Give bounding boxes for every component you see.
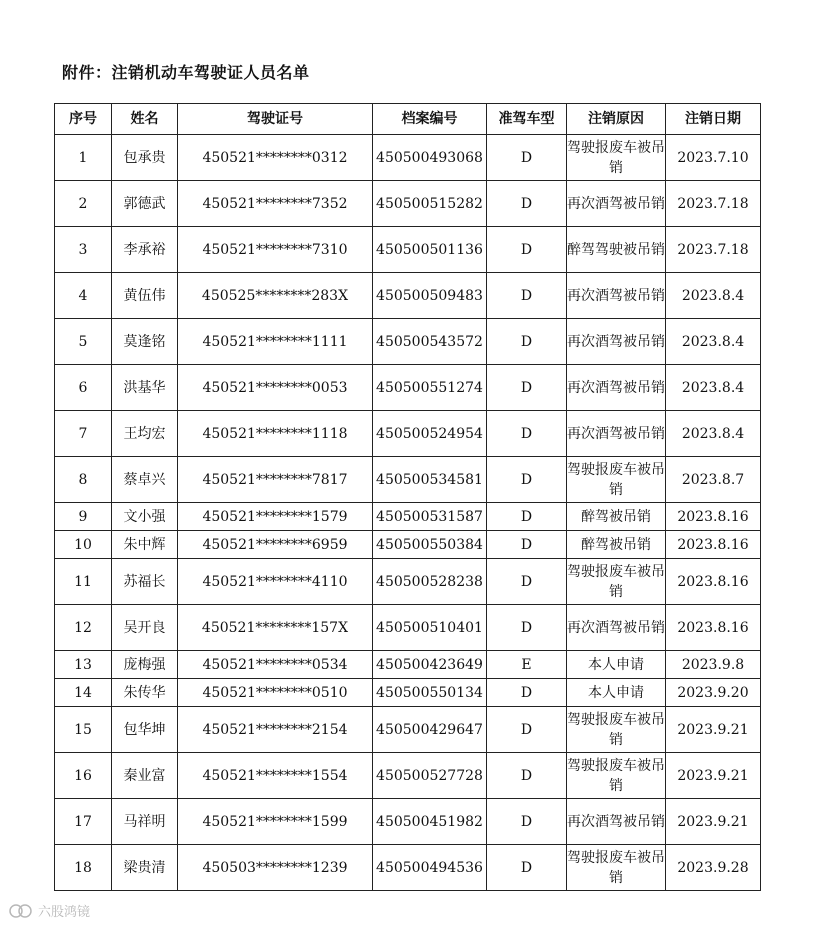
cell-class: D — [487, 227, 567, 273]
cell-license: 450521********4110 — [178, 559, 373, 605]
cell-reason: 再次酒驾被吊销 — [567, 365, 666, 411]
cell-class: D — [487, 181, 567, 227]
cell-no: 10 — [55, 531, 112, 559]
cell-license: 450521********1579 — [178, 503, 373, 531]
cell-reason: 本人申请 — [567, 651, 666, 679]
cell-file: 450500551274 — [373, 365, 487, 411]
cell-date: 2023.9.8 — [666, 651, 761, 679]
cell-name: 马祥明 — [112, 799, 178, 845]
cell-file: 450500528238 — [373, 559, 487, 605]
cell-file: 450500515282 — [373, 181, 487, 227]
cell-license: 450521********1554 — [178, 753, 373, 799]
cell-no: 14 — [55, 679, 112, 707]
cell-date: 2023.9.21 — [666, 707, 761, 753]
cell-name: 黄伍伟 — [112, 273, 178, 319]
header-class: 准驾车型 — [487, 104, 567, 135]
cell-file: 450500550134 — [373, 679, 487, 707]
header-no: 序号 — [55, 104, 112, 135]
cell-file: 450500451982 — [373, 799, 487, 845]
table-header-row — [55, 104, 761, 135]
cell-date: 2023.9.21 — [666, 799, 761, 845]
watermark-text: 六股鸿镜 — [38, 905, 91, 920]
cell-no: 2 — [55, 181, 112, 227]
cell-reason: 本人申请 — [567, 679, 666, 707]
cell-no: 17 — [55, 799, 112, 845]
cell-date: 2023.7.18 — [666, 227, 761, 273]
cell-class: D — [487, 273, 567, 319]
cell-date: 2023.7.10 — [666, 135, 761, 181]
cell-date: 2023.9.20 — [666, 679, 761, 707]
cell-class: D — [487, 799, 567, 845]
cell-license: 450521********1118 — [178, 411, 373, 457]
cell-name: 蔡卓兴 — [112, 457, 178, 503]
table-row — [55, 605, 761, 651]
header-reason: 注销原因 — [567, 104, 666, 135]
cell-file: 450500543572 — [373, 319, 487, 365]
cell-reason: 驾驶报废车被吊销 — [567, 559, 666, 605]
watermark — [8, 901, 90, 920]
cell-date: 2023.8.16 — [666, 531, 761, 559]
cell-no: 6 — [55, 365, 112, 411]
cell-class: D — [487, 605, 567, 651]
cell-license: 450521********6959 — [178, 531, 373, 559]
table-row — [55, 135, 761, 181]
cell-file: 450500509483 — [373, 273, 487, 319]
cell-class: D — [487, 753, 567, 799]
cell-reason: 驾驶报废车被吊销 — [567, 135, 666, 181]
cell-name: 莫逢铭 — [112, 319, 178, 365]
cell-license: 450503********1239 — [178, 845, 373, 891]
table-body — [55, 135, 761, 891]
cell-file: 450500423649 — [373, 651, 487, 679]
cell-reason: 驾驶报废车被吊销 — [567, 753, 666, 799]
brand-logo-icon — [8, 903, 34, 919]
cell-reason: 再次酒驾被吊销 — [567, 273, 666, 319]
cell-file: 450500501136 — [373, 227, 487, 273]
cell-date: 2023.8.4 — [666, 411, 761, 457]
cell-reason: 再次酒驾被吊销 — [567, 411, 666, 457]
cell-no: 11 — [55, 559, 112, 605]
cell-class: D — [487, 503, 567, 531]
table-row — [55, 707, 761, 753]
cell-date: 2023.9.28 — [666, 845, 761, 891]
header-date: 注销日期 — [666, 104, 761, 135]
cell-name: 梁贵清 — [112, 845, 178, 891]
cell-no: 16 — [55, 753, 112, 799]
cell-name: 王均宏 — [112, 411, 178, 457]
table-row — [55, 503, 761, 531]
cell-license: 450521********7817 — [178, 457, 373, 503]
table-row — [55, 651, 761, 679]
cell-file: 450500531587 — [373, 503, 487, 531]
cell-reason: 醉驾被吊销 — [567, 503, 666, 531]
cell-name: 洪基华 — [112, 365, 178, 411]
cell-name: 庞梅强 — [112, 651, 178, 679]
cell-class: D — [487, 457, 567, 503]
cell-reason: 驾驶报废车被吊销 — [567, 457, 666, 503]
cell-no: 15 — [55, 707, 112, 753]
cell-license: 450521********2154 — [178, 707, 373, 753]
cell-reason: 醉驾被吊销 — [567, 531, 666, 559]
table-row — [55, 799, 761, 845]
cell-date: 2023.8.16 — [666, 605, 761, 651]
table-row — [55, 457, 761, 503]
cell-reason: 驾驶报废车被吊销 — [567, 707, 666, 753]
cell-no: 4 — [55, 273, 112, 319]
cell-class: D — [487, 707, 567, 753]
cell-name: 秦业富 — [112, 753, 178, 799]
document-title: 附件：注销机动车驾驶证人员名单 — [62, 63, 310, 82]
cell-license: 450521********1599 — [178, 799, 373, 845]
cell-no: 9 — [55, 503, 112, 531]
cell-no: 7 — [55, 411, 112, 457]
cell-reason: 再次酒驾被吊销 — [567, 181, 666, 227]
cell-reason: 再次酒驾被吊销 — [567, 605, 666, 651]
table-row — [55, 559, 761, 605]
cell-name: 朱中辉 — [112, 531, 178, 559]
cell-no: 18 — [55, 845, 112, 891]
cell-date: 2023.8.4 — [666, 365, 761, 411]
cell-file: 450500550384 — [373, 531, 487, 559]
cell-name: 苏福长 — [112, 559, 178, 605]
header-name: 姓名 — [112, 104, 178, 135]
cell-class: D — [487, 531, 567, 559]
cell-date: 2023.8.4 — [666, 319, 761, 365]
cell-license: 450521********0510 — [178, 679, 373, 707]
cell-file: 450500527728 — [373, 753, 487, 799]
table-row — [55, 531, 761, 559]
cell-license: 450521********0053 — [178, 365, 373, 411]
revocation-table — [54, 103, 761, 891]
cell-class: E — [487, 651, 567, 679]
cell-license: 450521********0534 — [178, 651, 373, 679]
cell-no: 8 — [55, 457, 112, 503]
cell-class: D — [487, 679, 567, 707]
table-row — [55, 845, 761, 891]
cell-class: D — [487, 135, 567, 181]
table-row — [55, 273, 761, 319]
cell-license: 450521********7310 — [178, 227, 373, 273]
table-row — [55, 365, 761, 411]
cell-license: 450521********1111 — [178, 319, 373, 365]
cell-file: 450500494536 — [373, 845, 487, 891]
table-row — [55, 227, 761, 273]
cell-class: D — [487, 319, 567, 365]
cell-name: 文小强 — [112, 503, 178, 531]
cell-name: 包承贵 — [112, 135, 178, 181]
cell-license: 450521********0312 — [178, 135, 373, 181]
cell-class: D — [487, 411, 567, 457]
cell-reason: 驾驶报废车被吊销 — [567, 845, 666, 891]
cell-file: 450500524954 — [373, 411, 487, 457]
cell-name: 朱传华 — [112, 679, 178, 707]
cell-license: 450525********283X — [178, 273, 373, 319]
cell-date: 2023.7.18 — [666, 181, 761, 227]
cell-date: 2023.8.16 — [666, 559, 761, 605]
cell-license: 450521********157X — [178, 605, 373, 651]
cell-no: 13 — [55, 651, 112, 679]
cell-file: 450500534581 — [373, 457, 487, 503]
cell-reason: 醉驾驾驶被吊销 — [567, 227, 666, 273]
cell-file: 450500493068 — [373, 135, 487, 181]
cell-reason: 再次酒驾被吊销 — [567, 319, 666, 365]
cell-name: 李承裕 — [112, 227, 178, 273]
cell-date: 2023.8.7 — [666, 457, 761, 503]
cell-class: D — [487, 365, 567, 411]
table-row — [55, 679, 761, 707]
cell-date: 2023.8.4 — [666, 273, 761, 319]
table-row — [55, 319, 761, 365]
cell-no: 5 — [55, 319, 112, 365]
table-row — [55, 753, 761, 799]
cell-date: 2023.8.16 — [666, 503, 761, 531]
cell-no: 12 — [55, 605, 112, 651]
cell-name: 郭德武 — [112, 181, 178, 227]
cell-file: 450500429647 — [373, 707, 487, 753]
cell-class: D — [487, 559, 567, 605]
cell-class: D — [487, 845, 567, 891]
cell-date: 2023.9.21 — [666, 753, 761, 799]
cell-no: 1 — [55, 135, 112, 181]
cell-name: 包华坤 — [112, 707, 178, 753]
table-row — [55, 181, 761, 227]
cell-name: 吴开良 — [112, 605, 178, 651]
header-file: 档案编号 — [373, 104, 487, 135]
cell-license: 450521********7352 — [178, 181, 373, 227]
header-license: 驾驶证号 — [178, 104, 373, 135]
table-row — [55, 411, 761, 457]
cell-reason: 再次酒驾被吊销 — [567, 799, 666, 845]
cell-no: 3 — [55, 227, 112, 273]
cell-file: 450500510401 — [373, 605, 487, 651]
